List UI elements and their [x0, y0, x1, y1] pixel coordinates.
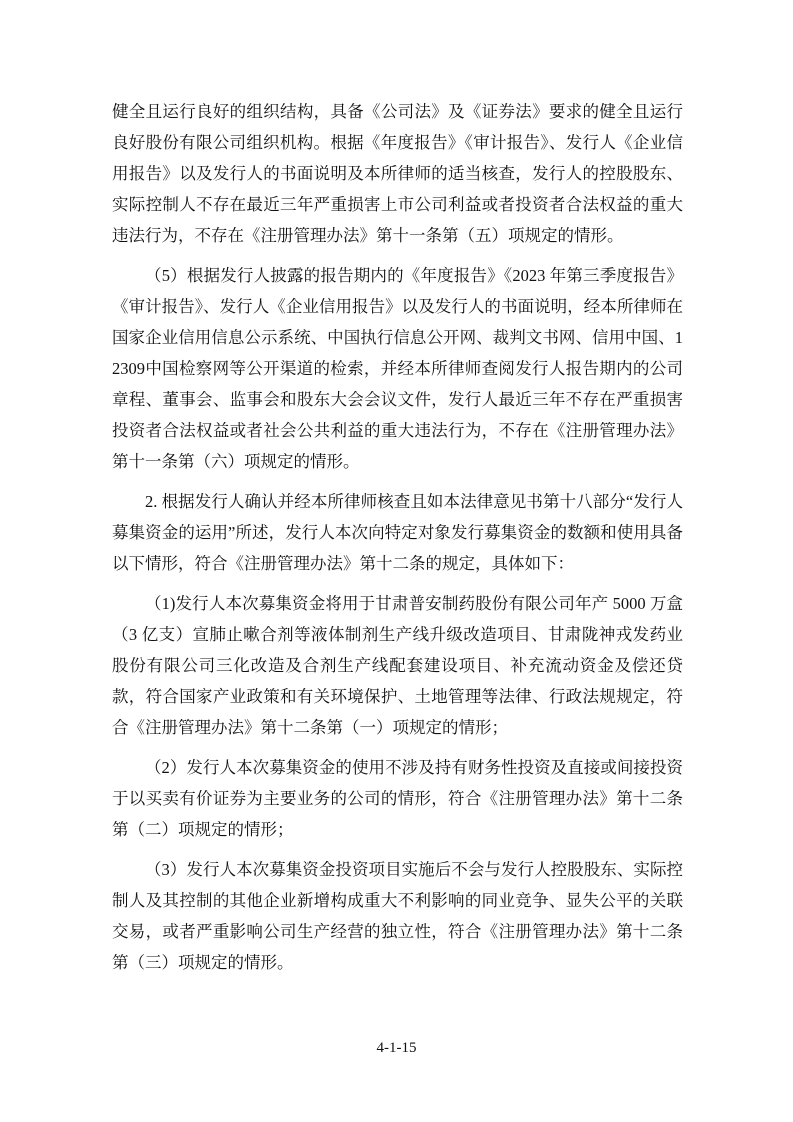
body-paragraph-continuation: 健全且运行良好的组织结构，具备《公司法》及《证券法》要求的健全且运行良好股份有限公司组织机构。根据《年度报告》《审计报告》、发行人《企业信用报告》以及发行人的书面说明及本所律师的适当核查，发行人的控股股东、实际控制人不存在最近三年严重损害上市公司利益或者投资者合法权益的重大违法行为，不存在《注册管理办法》第十一条第（五）项规定的情形。	[112, 102, 683, 245]
body-paragraph-subitem-3: （3）发行人本次募集资金投资项目实施后不会与发行人控股股东、实际控制人及其控制的其他企业新增构成重大不利影响的同业竞争、显失公平的关联交易，或者严重影响公司生产经营的独立性，符合《注册管理办法》第十二条第（三）项规定的情形。	[112, 860, 683, 972]
body-paragraph-subitem-1: （1)发行人本次募集资金将用于甘肃普安制药股份有限公司年产 5000 万盒（3 亿支）宣肺止嗽合剂等液体制剂生产线升级改造项目、甘肃陇神戎发药业股份有限公司三化改造及合剂生产线配套建设项目、补充流动资金及偿还贷款，符合国家产业政策和有关环境保护、土地管理等法律、行政法规规定，符合《注册管理办法》第十二条第（一）项规定的情形；	[112, 594, 683, 737]
body-paragraph-point-2: 2. 根据发行人确认并经本所律师核查且如本法律意见书第十八部分“发行人募集资金的运用”所述，发行人本次向特定对象发行募集资金的数额和使用具备以下情形，符合《注册管理办法》第十二条的规定，具体如下：	[112, 492, 683, 573]
page-body-text	[112, 96, 683, 987]
page-number: 4-1-15	[376, 1040, 417, 1056]
body-paragraph-subitem-2: （2）发行人本次募集资金的使用不涉及持有财务性投资及直接或间接投资于以买卖有价证券为主要业务的公司的情形，符合《注册管理办法》第十二条第（二）项规定的情形；	[112, 758, 683, 839]
body-paragraph-item-5: （5）根据发行人披露的报告期内的《年度报告》《2023 年第三季度报告》《审计报告》、发行人《企业信用报告》以及发行人的书面说明，经本所律师在国家企业信用信息公示系统、中国执行信息公开网、裁判文书网、信用中国、12309中国检察网等公开渠道的检索，并经本所律师查阅发行人报告期内的公司章程、董事会、监事会和股东大会会议文件，发行人最近三年不存在严重损害投资者合法权益或者社会公共利益的重大违法行为，不存在《注册管理办法》第十一条第（六）项规定的情形。	[112, 266, 683, 471]
